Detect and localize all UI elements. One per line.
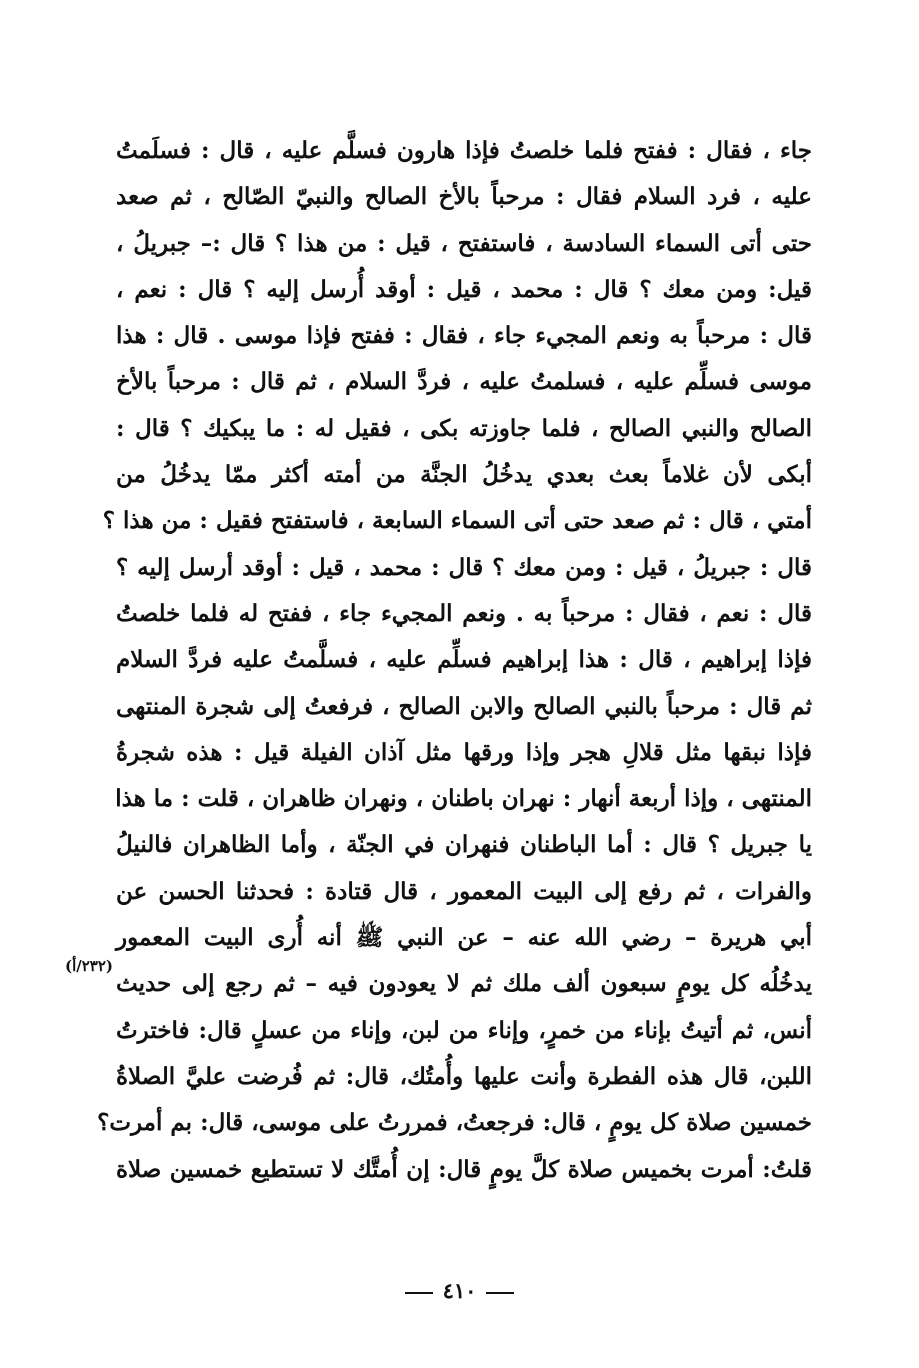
text-line: يا جبريل ؟ قال : أما الباطنان فنهران في الجنّة ، وأما الظاهران فالنيلُ (116, 831, 812, 859)
text-line: جاء ، فقال : ففتح فلما خلصتُ فإذا هارون فسلَّم عليه ، قال : فسلَمتُ (116, 137, 812, 164)
text-line: قال : نعم ، فقال : مرحباً به . ونعم المجيء جاء ، ففتح له فلما خلصتُ (116, 599, 812, 627)
page-number: ٤١٠ (442, 1278, 477, 1303)
text-line: الصالح والنبي الصالح ، فلما جاوزته بكى ، فقيل له : ما يبكيك ؟ قال : (116, 414, 812, 442)
text-line: عليه ، فرد السلام فقال : مرحباً بالأخ الصالح والنبيّ الصّالح ، ثم صعد (116, 183, 812, 211)
text-line: اللبن، قال هذه الفطرة وأنت عليها وأُمتُك، قال: ثم فُرضت عليَّ الصلاةُ (116, 1062, 812, 1090)
text-line: قال : جبريلُ ، قيل : ومن معك ؟ قال : محمد ، قيل : أوقد أرسل إليه ؟ (116, 553, 812, 581)
body-text (97, 128, 812, 1193)
text-line: حتى أتى السماء السادسة ، فاستفتح ، قيل : من هذا ؟ قال :– جبريلُ ، (116, 229, 812, 257)
text-line: والفرات ، ثم رفع إلى البيت المعمور ، قال قتادة : فحدثنا الحسن عن (116, 877, 812, 905)
text-line: أبي هريرة – رضي الله عنه – عن النبي ﷺ أنه أُرى البيت المعمور (116, 924, 812, 952)
text-line: أمتي ، قال : ثم صعد حتى أتى السماء السابعة ، فاستفتح فقيل : من هذا ؟ (102, 507, 812, 535)
text-line: ثم قال : مرحباً بالنبي الصالح والابن الصالح ، فرفعتُ إلى شجرة المنتهى (116, 692, 812, 720)
text-line: يدخُلُه كل يومٍ سبعون ألف ملك ثم لا يعودون فيه – ثم رجع إلى حديث (116, 970, 812, 998)
text-line: فإذا نبقها مثل قلالِ هجر وإذا ورقها مثل آذان الفيلة قيل : هذه شجرةُ (116, 738, 812, 766)
page-footer (0, 1274, 919, 1308)
manuscript-folio-note: (٢٣٢/أ) (64, 957, 114, 975)
text-line: فإذا إبراهيم ، قال : هذا إبراهيم فسلِّم عليه ، فسلَّمتُ عليه فردَّ السلام (116, 646, 812, 674)
text-line: خمسين صلاة كل يومٍ ، قال: فرجعتُ، فمررتُ على موسى، قال: بم أمرت؟ (97, 1109, 812, 1137)
footer-dash-right (486, 1292, 514, 1294)
text-line: أبكى لأن غلاماً بعث بعدي يدخُلُ الجنَّة من أمته أكثر ممّا يدخُلُ من (116, 461, 812, 489)
text-line: المنتهى ، وإذا أربعة أنهار : نهران باطنان ، ونهران ظاهران ، قلت : ما هذا (115, 785, 812, 813)
footer-dash-left (405, 1292, 433, 1294)
text-line: أنس، ثم أتيتُ بإناء من خمرٍ، وإناء من لبن، وإناء من عسلٍ قال: فاخترتُ (116, 1016, 812, 1044)
text-line: قال : مرحباً به ونعم المجيء جاء ، فقال : ففتح فإذا موسى . قال : هذا (116, 322, 812, 350)
text-line: قيل: ومن معك ؟ قال : محمد ، قيل : أوقد أُرسل إليه ؟ قال : نعم ، (116, 275, 812, 303)
text-line: موسى فسلِّم عليه ، فسلمتُ عليه ، فردَّ السلام ، ثم قال : مرحباً بالأخ (116, 368, 812, 396)
text-line: قلتُ: أمرت بخميس صلاة كلَّ يومٍ قال: إن أُمتَّك لا تستطيع خمسين صلاة (116, 1155, 812, 1183)
